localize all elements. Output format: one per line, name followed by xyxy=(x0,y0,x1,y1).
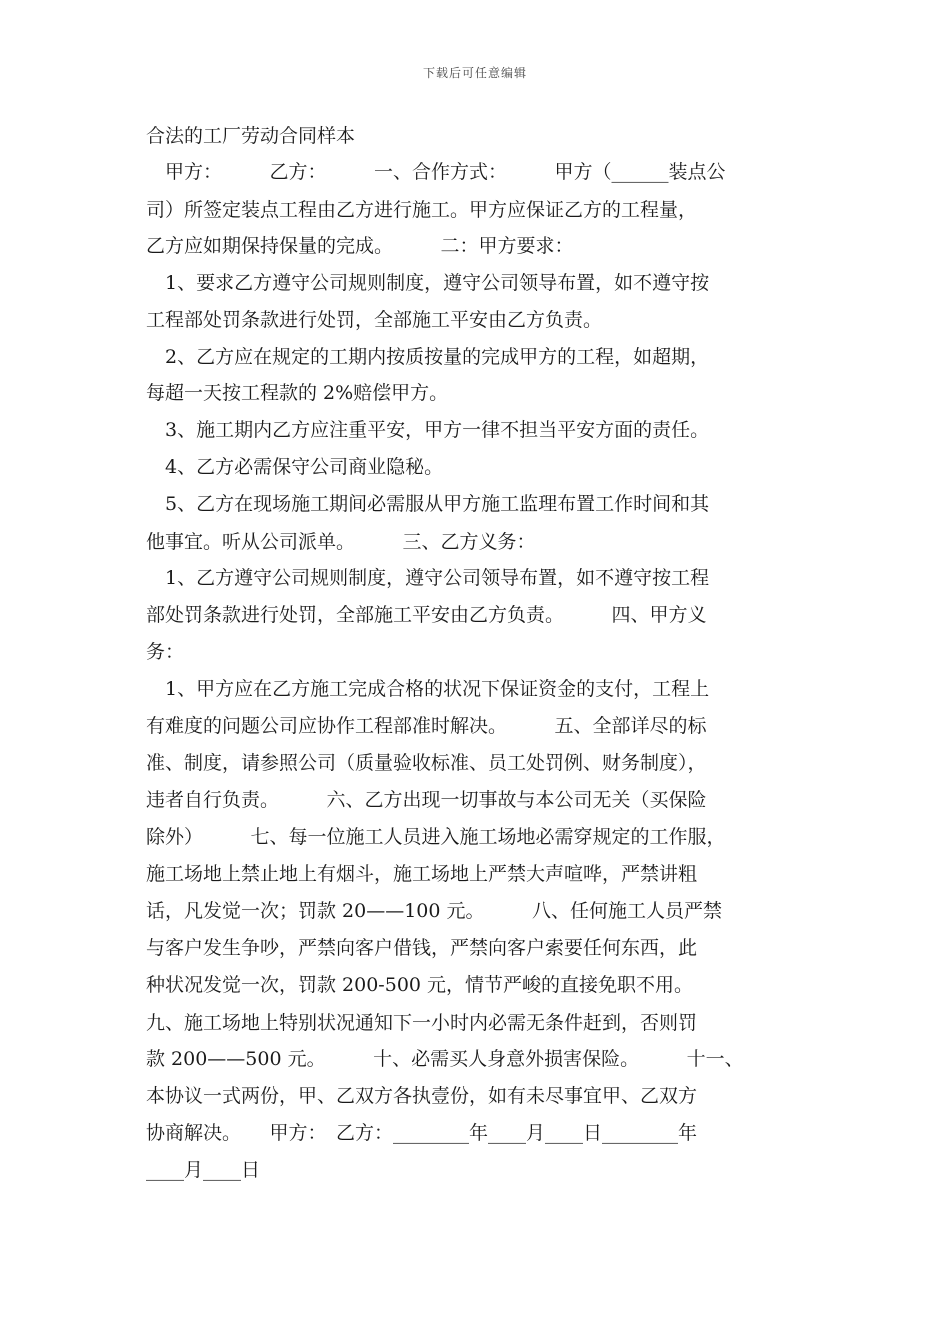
body-line: 2、乙方应在规定的工期内按质按量的完成甲方的工程，如超期， xyxy=(146,346,710,368)
body-line: 违者自行负责。 六、乙方出现一切事故与本公司无关（买保险 xyxy=(146,789,707,811)
body-line: 3、施工期内乙方应注重平安，甲方一律不担当平安方面的责任。 xyxy=(146,419,710,441)
body-line: 1、要求乙方遵守公司规则制度，遵守公司领导布置，如不遵守按 xyxy=(146,272,710,294)
body-line: 每超一天按工程款的 2%赔偿甲方。 xyxy=(146,382,449,404)
body-line: 务： xyxy=(146,641,185,663)
body-line: 司）所签定装点工程由乙方进行施工。甲方应保证乙方的工程量， xyxy=(146,199,698,221)
body-line: 施工场地上禁止地上有烟斗，施工场地上严禁大声喧哗，严禁讲粗 xyxy=(146,863,698,885)
body-line: 5、乙方在现场施工期间必需服从甲方施工监理布置工作时间和其 xyxy=(146,493,710,515)
body-line: 本协议一式两份，甲、乙双方各执壹份，如有未尽事宜甲、乙双方 xyxy=(146,1085,698,1107)
body-line: 1、乙方遵守公司规则制度，遵守公司领导布置，如不遵守按工程 xyxy=(146,567,710,589)
body-line: 话，凡发觉一次；罚款 20——100 元。 八、任何施工人员严禁 xyxy=(146,900,723,922)
body-line: 部处罚条款进行处罚，全部施工平安由乙方负责。 四、甲方义 xyxy=(146,604,707,626)
body-line: 有难度的问题公司应协作工程部准时解决。 五、全部详尽的标 xyxy=(146,715,707,737)
body-line: 协商解决。 甲方： 乙方：________年____月____日________年 xyxy=(146,1122,698,1144)
body-line: 4、乙方必需保守公司商业隐秘。 xyxy=(146,456,444,478)
body-line: 九、施工场地上特别状况通知下一小时内必需无条件赶到，否则罚 xyxy=(146,1012,698,1034)
body-line: 与客户发生争吵，严禁向客户借钱，严禁向客户索要任何东西，此 xyxy=(146,937,698,959)
body-line: 工程部处罚条款进行处罚，全部施工平安由乙方负责。 xyxy=(146,309,603,331)
body-line: 准、制度，请参照公司（质量验收标准、员工处罚例、财务制度）， xyxy=(146,752,707,774)
body-line: ____月____日 xyxy=(146,1159,261,1181)
body-line: 1、甲方应在乙方施工完成合格的状况下保证资金的支付，工程上 xyxy=(146,678,710,700)
body-line: 乙方应如期保持保量的完成。 二：甲方要求： xyxy=(146,235,574,257)
body-line: 甲方： 乙方： 一、合作方式： 甲方（______装点公 xyxy=(146,161,726,183)
body-line: 款 200——500 元。 十、必需买人身意外损害保险。 十一、 xyxy=(146,1048,744,1070)
document-title: 合法的工厂劳动合同样本 xyxy=(146,125,356,147)
body-line: 种状况发觉一次，罚款 200-500 元，情节严峻的直接免职不用。 xyxy=(146,974,694,996)
body-line: 他事宜。听从公司派单。 三、乙方义务： xyxy=(146,531,536,553)
header-note: 下载后可任意编辑 xyxy=(422,66,527,80)
body-line: 除外） 七、每一位施工人员进入施工场地必需穿规定的工作服， xyxy=(146,826,726,848)
